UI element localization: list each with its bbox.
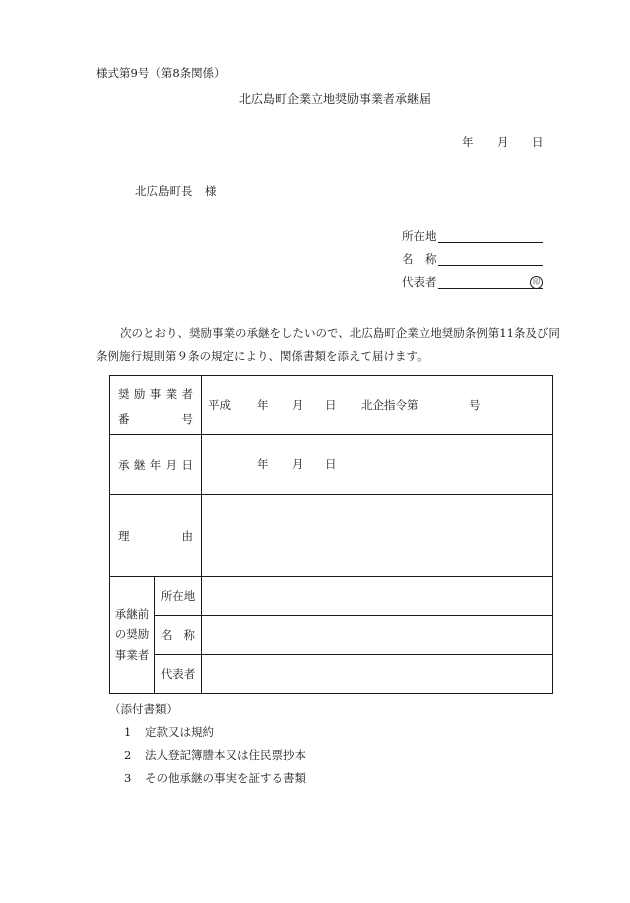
label-char: 由: [181, 528, 193, 543]
label-char: 励: [133, 386, 146, 401]
label-char: 号: [181, 411, 193, 426]
applicant-rep-label: 代表者: [402, 275, 437, 289]
applicant-location-label: 所在地: [402, 229, 437, 243]
incentive-number-label-cell: [110, 376, 202, 435]
applicant-rep-field[interactable]: [438, 288, 530, 289]
body-line-1: 次のとおり、奨励事業の承継をしたいので、北広島町企業立地奨励条例第11条及び同: [120, 326, 560, 340]
succession-date-label-cell: [110, 435, 202, 495]
applicant-name-label-2: 称: [425, 252, 437, 266]
month-label: 月: [292, 398, 304, 412]
form-number: 様式第9号（第8条関係）: [96, 66, 226, 80]
body-line-2: 条例施行規則第９条の規定により、関係書類を添えて届けます。: [96, 349, 429, 363]
applicant-name-field[interactable]: [438, 265, 543, 266]
date-day: 日: [532, 135, 544, 149]
applicant-location-field[interactable]: [438, 242, 543, 243]
label-line: 承継前: [114, 606, 150, 621]
reason-label-cell: [110, 495, 202, 577]
era-label: 平成: [208, 398, 231, 412]
reason-label: [110, 528, 201, 544]
prior-operator-label-cell: [110, 577, 155, 694]
label-char: 理: [118, 528, 130, 543]
applicant-rep-field-tail: [530, 288, 543, 289]
table-row: [110, 376, 553, 435]
attachment-number: 3: [124, 771, 132, 785]
prior-name-label-cell: [155, 616, 202, 655]
prior-name-label: [155, 627, 201, 643]
label-char: 業: [165, 386, 178, 401]
prior-rep-label: 代表者: [160, 667, 196, 681]
incentive-label-top: [110, 386, 201, 402]
document-title: 北広島町企業立地奨励事業者承継届: [239, 92, 432, 106]
label-char: 事: [149, 386, 162, 401]
table-row: [110, 616, 553, 655]
incentive-number-value-cell[interactable]: [202, 376, 553, 435]
label-char: 月: [165, 457, 178, 472]
attachment-text: 法人登記簿謄本又は住民票抄本: [145, 748, 306, 762]
table-row: [110, 655, 553, 694]
attachment-text: その他承継の事実を証する書類: [145, 771, 306, 785]
attachment-text: 定款又は規約: [145, 725, 214, 739]
succession-date-value-cell[interactable]: [202, 435, 553, 495]
succession-date-label: [110, 457, 201, 473]
incentive-label-bottom: [110, 411, 201, 427]
seal-mark-icon: 印: [530, 276, 543, 289]
label-char: 年: [149, 457, 162, 472]
year-label: 年: [257, 457, 269, 471]
prior-location-label-cell: [155, 577, 202, 616]
label-char: 名: [161, 628, 173, 642]
month-label: 月: [292, 457, 304, 471]
year-label: 年: [257, 398, 269, 412]
reason-value-cell[interactable]: [202, 495, 553, 577]
table-row: [110, 495, 553, 577]
prior-location-label: 所在地: [160, 589, 196, 603]
directive-prefix: 北企指令第: [361, 398, 419, 412]
label-line: の奨励: [114, 627, 150, 642]
attachment-number: 2: [124, 748, 132, 762]
label-char: 称: [183, 628, 195, 642]
label-char: 番: [118, 411, 130, 426]
label-char: 奨: [118, 386, 130, 401]
prior-rep-label-cell: [155, 655, 202, 694]
applicant-name-label-1: 名: [402, 252, 414, 266]
prior-name-value-cell[interactable]: [202, 616, 553, 655]
date-month: 月: [497, 135, 509, 149]
addressee-name: 北広島町長: [135, 184, 193, 198]
date-year: 年: [462, 135, 474, 149]
attachment-number: 1: [124, 725, 132, 739]
prior-rep-value-cell[interactable]: [202, 655, 553, 694]
label-char: 継: [133, 457, 146, 472]
prior-location-value-cell[interactable]: [202, 577, 553, 616]
label-line: 事業者: [114, 647, 150, 662]
label-char: 日: [181, 457, 193, 472]
day-label: 日: [325, 398, 337, 412]
attachments-heading: （添付書類）: [109, 702, 178, 716]
addressee-honorific: 様: [205, 184, 217, 198]
table-row: [110, 577, 553, 616]
label-char: 承: [118, 457, 130, 472]
table-row: [110, 435, 553, 495]
notification-table: [109, 375, 553, 694]
label-char: 者: [181, 386, 193, 401]
day-label: 日: [325, 457, 337, 471]
prior-operator-label: [110, 606, 154, 662]
directive-suffix: 号: [469, 398, 481, 412]
